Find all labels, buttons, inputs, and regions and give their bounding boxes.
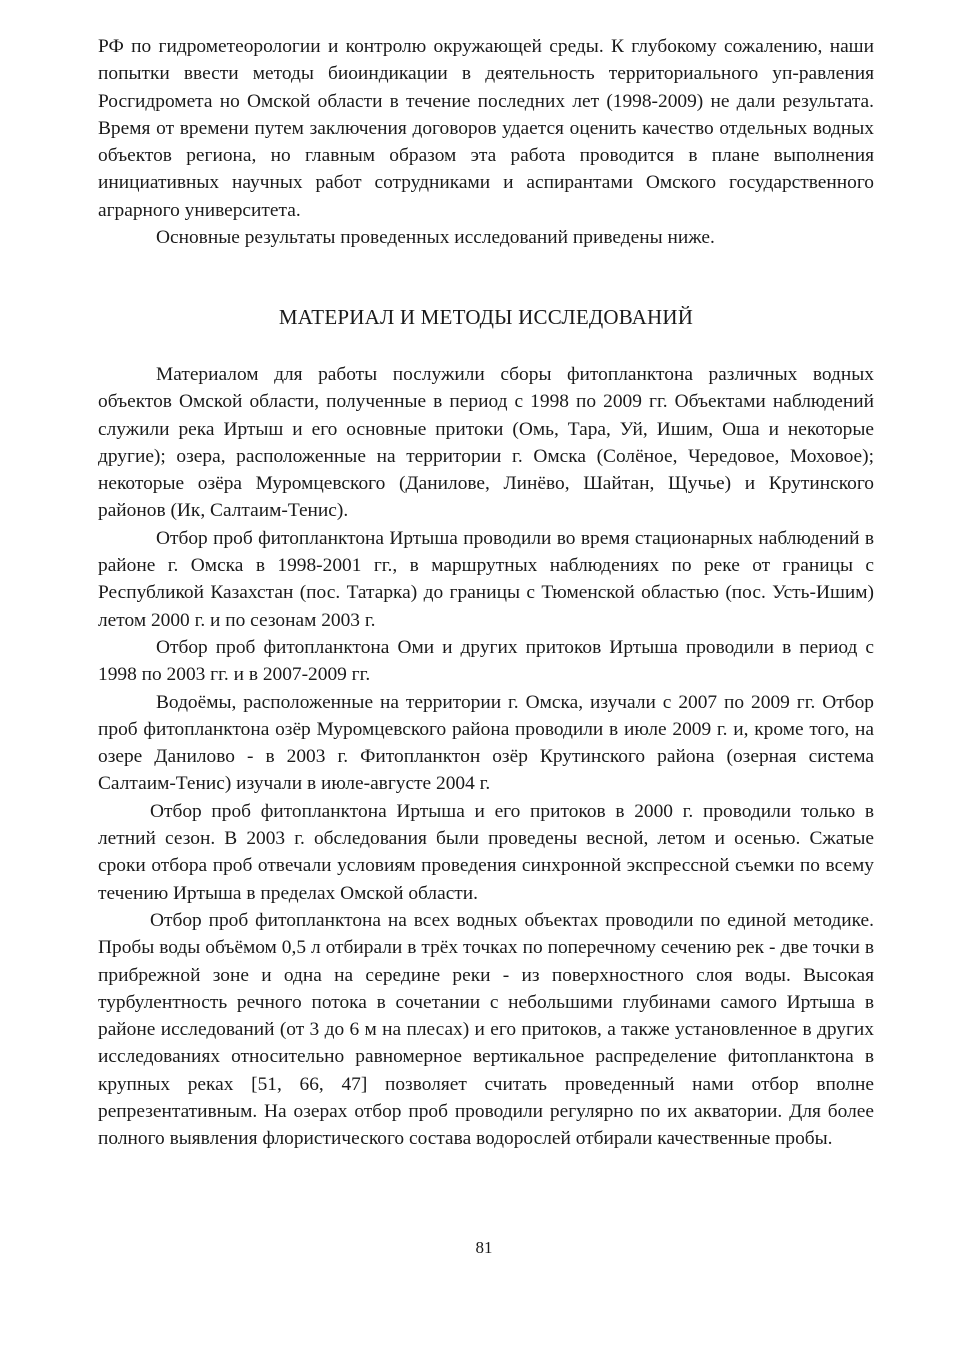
paragraph-continuation: РФ по гидрометеорологии и контролю окружающей среды. К глубокому сожалению, наши попытки ввести методы биоиндикации в деятельность территориального уп-равления Росгидромета но Омской области в течение последних лет (1998-2009) не дали результата. Время от времени путем заключения договоров удается оценить качество отдельных водных объектов региона, но главным образом эта работа проводится в плане выполнения инициативных научных работ сотрудниками и аспирантами Омского государственного аграрного университета. [98,36,874,221]
paragraph-methodology: Отбор проб фитопланктона на всех водных объектах проводили по единой методике. Пробы воды объёмом 0,5 л отбирали в трёх точках по поперечному сечению рек - две точки в прибрежной зоне и одна на середине реки - из поверхностного слоя воды. Высокая турбулентность речного потока в сочетании с небольшими глубинами самого Иртыша в районе исследований (от 3 до 6 м на плесах) и его притоков, а также установленное в других исследованиях относительно равномерное вертикальное распределение фитопланктона в крупных реках [51, 66, 47] позволяет считать проведенный нами отбор вполне репрезентативным. На озерах отбор проб проводили регулярно по их акватории. Для более полного выявления флористического состава водорослей отбирали качественные пробы. [98,909,874,1150]
paragraph-seasons: Отбор проб фитопланктона Иртыша и его притоков в 2000 г. проводили только в летний сезон. В 2003 г. обследования были проведены весной, летом и осенью. Сжатые сроки отбора проб отвечали условиям проведения синхронной экспрессной съемки по всему течению Иртыша в пределах Омской области. [98,800,874,904]
paragraph-lakes-sampling: Водоёмы, расположенные на территории г. Омска, изучали с 2007 по 2009 гг. Отбор проб фитопланктона озёр Муромцевского района проводили в июле 2009 г. и, кроме того, на озере Данилово - в 2003 г. Фитопланктон озёр Крутинского района (озерная система Салтаим-Тенис) изучали в июле-августе 2004 г. [98,691,874,795]
paragraph-results-note: Основные результаты проведенных исследований приведены ниже. [156,227,715,249]
methods-section [98,361,874,1153]
paragraph-om-sampling: Отбор проб фитопланктона Оми и других притоков Иртыша проводили в период с 1998 по 2003 гг. и в 2007-2009 гг. [98,636,874,686]
paragraph-material: Материалом для работы послужили сборы фитопланктона различных водных объектов Омской области, полученные в период с 1998 по 2009 гг. Объектами наблюдений служили река Иртыш и его основные притоки (Омь, Тара, Уй, Ишим, Оша и некоторые другие); озера, расположенные на территории г. Омска (Солёное, Чередовое, Моховое); некоторые озёра Муромцевского (Данилове, Линёво, Шайтан, Щучье) и Крутинского районов (Ик, Салтаим-Тенис). [98,364,874,522]
intro-section [98,33,874,251]
paragraph-irtysh-sampling: Отбор проб фитопланктона Иртыша проводили во время стационарных наблюдений в районе г. Омска в 1998-2001 гг., в маршрутных наблюдениях по реке от границы с Республикой Казахстан (пос. Татарка) до границы с Тюменской областью (пос. Усть-Ишим) летом 2000 г. и по сезонам 2003 г. [98,527,874,631]
section-heading: МАТЕРИАЛ И МЕТОДЫ ИССЛЕДОВАНИЙ [278,305,694,329]
page-number: 81 [475,1238,493,1257]
